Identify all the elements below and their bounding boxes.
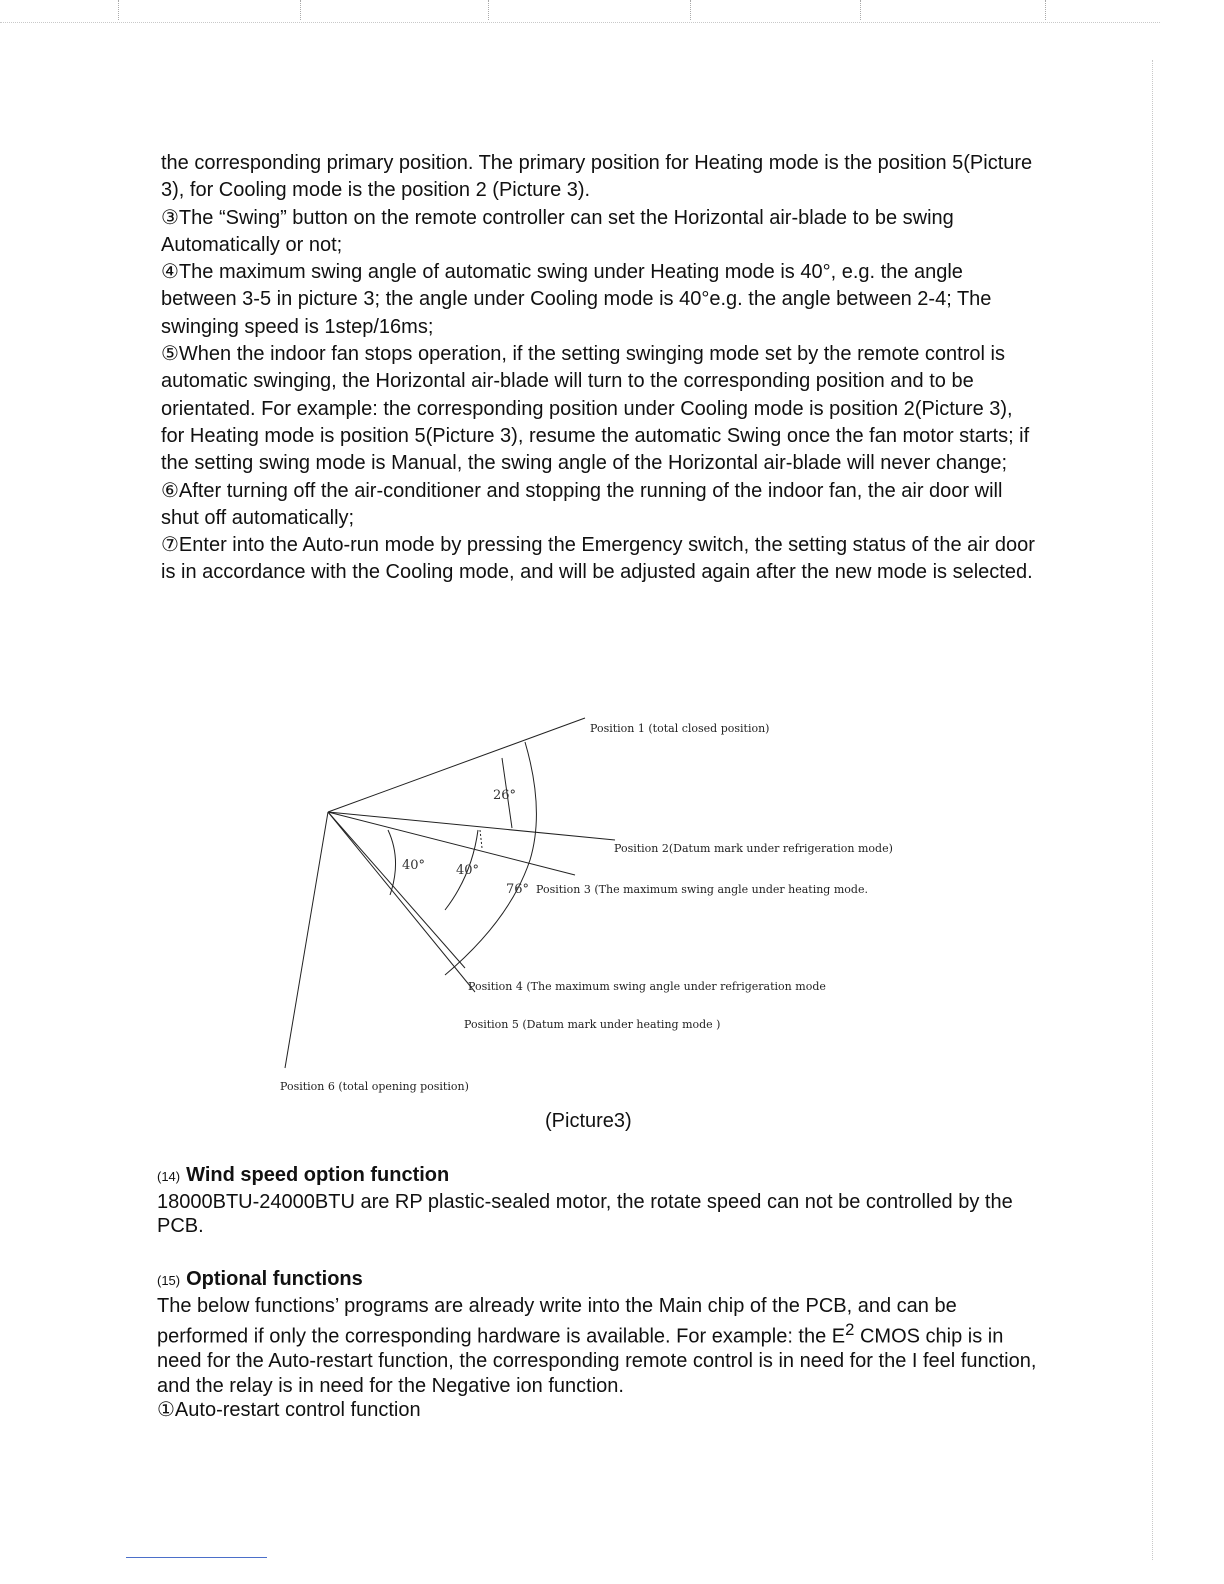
- scan-artifact-top: [0, 0, 1160, 23]
- superscript-2: 2: [845, 1320, 855, 1339]
- paragraph-auto-run: ⑦Enter into the Auto-run mode by pressing the Emergency switch, the setting status of the air door is in accordance with the Cooling mode, and will be adjusted again after the new mode is selected.: [161, 534, 1035, 584]
- position-4-label: Position 4 (The maximum swing angle under refrigeration mode: [468, 980, 826, 993]
- body-text: [161, 150, 1041, 587]
- section-wind-speed: [157, 1163, 1037, 1239]
- position-3-line: [328, 812, 575, 875]
- section-15-text-a: The below functions’ programs are already write into the Main chip of the PCB, and can be performed if only the corresponding hardware is available. For example: the E: [157, 1294, 957, 1348]
- position-6-label: Position 6 (total opening position): [280, 1080, 469, 1093]
- section-14-title: Wind speed option function: [186, 1164, 450, 1186]
- swing-angle-lines: [240, 700, 960, 1110]
- picture-caption: (Picture3): [545, 1110, 632, 1132]
- section-15-title: Optional functions: [186, 1268, 363, 1290]
- paragraph-swing-button: ③The “Swing” button on the remote controller can set the Horizontal air-blade to be swing Automatically or not;: [161, 206, 954, 256]
- auto-restart-item: ①Auto-restart control function: [157, 1399, 421, 1422]
- section-optional-functions: [157, 1267, 1037, 1423]
- section-15-text: [157, 1294, 1037, 1399]
- angle-40-left-label: 40°: [402, 858, 426, 873]
- position-2-label: Position 2(Datum mark under refrigeration mode): [614, 842, 893, 855]
- section-14-heading: [157, 1163, 1037, 1190]
- paragraph-primary-position: the corresponding primary position. The primary position for Heating mode is the position 5(Picture 3), for Cooling mode is the position 2 (Picture 3).: [161, 152, 1033, 202]
- paragraph-indoor-fan-stop: ⑤When the indoor fan stops operation, if the setting swinging mode set by the remote control is automatic swinging, the Horizontal air-blade will turn to the corresponding position and to be orientated. For example: the corresponding position under Cooling mode is position 2(Picture 3), for Heating mode is position 5(Picture 3), resume the automatic Swing once the fan motor starts; if the setting swing mode is Manual, the swing angle of the Horizontal air-blade will never change;: [161, 343, 1030, 475]
- footnote-divider: [126, 1557, 267, 1558]
- position-1-line: [328, 718, 585, 812]
- section-15-text-b: CMOS chip is in need for the Auto-restart function, the corresponding remote control is in need for the I feel function, and the relay is in need for the Negative ion function.: [157, 1325, 1037, 1397]
- paragraph-max-swing-angle: ④The maximum swing angle of automatic swing under Heating mode is 40°, e.g. the angle between 3-5 in picture 3; the angle under Cooling mode is 40°e.g. the angle between 2-4; The swinging speed is 1step/16ms;: [161, 261, 992, 338]
- position-1-label: Position 1 (total closed position): [590, 722, 770, 735]
- section-14-number: (14): [157, 1169, 181, 1184]
- angle-40-right-label: 40°: [456, 863, 480, 878]
- position-5-line: [328, 812, 465, 968]
- position-2-line: [328, 812, 615, 840]
- paragraph-air-door-shut: ⑥After turning off the air-conditioner and stopping the running of the indoor fan, the air door will shut off automatically;: [161, 479, 1003, 529]
- position-6-line: [285, 812, 328, 1068]
- position-5-label: Position 5 (Datum mark under heating mode ): [464, 1018, 721, 1031]
- section-15-heading: [157, 1267, 1037, 1294]
- section-15-number: (15): [157, 1273, 181, 1288]
- scan-artifact-right: [1152, 60, 1154, 1560]
- position-3-label: Position 3 (The maximum swing angle under heating mode.: [536, 883, 868, 896]
- swing-angle-diagram: [240, 700, 960, 1110]
- position-4-line: [328, 812, 475, 992]
- angle-76-label: 76°: [506, 882, 530, 897]
- section-14-text: 18000BTU-24000BTU are RP plastic-sealed motor, the rotate speed can not be controlled by the PCB.: [157, 1190, 1013, 1237]
- angle-26-label: 26°: [493, 788, 517, 803]
- tick-a: [480, 830, 482, 848]
- arc-outer: [445, 742, 536, 975]
